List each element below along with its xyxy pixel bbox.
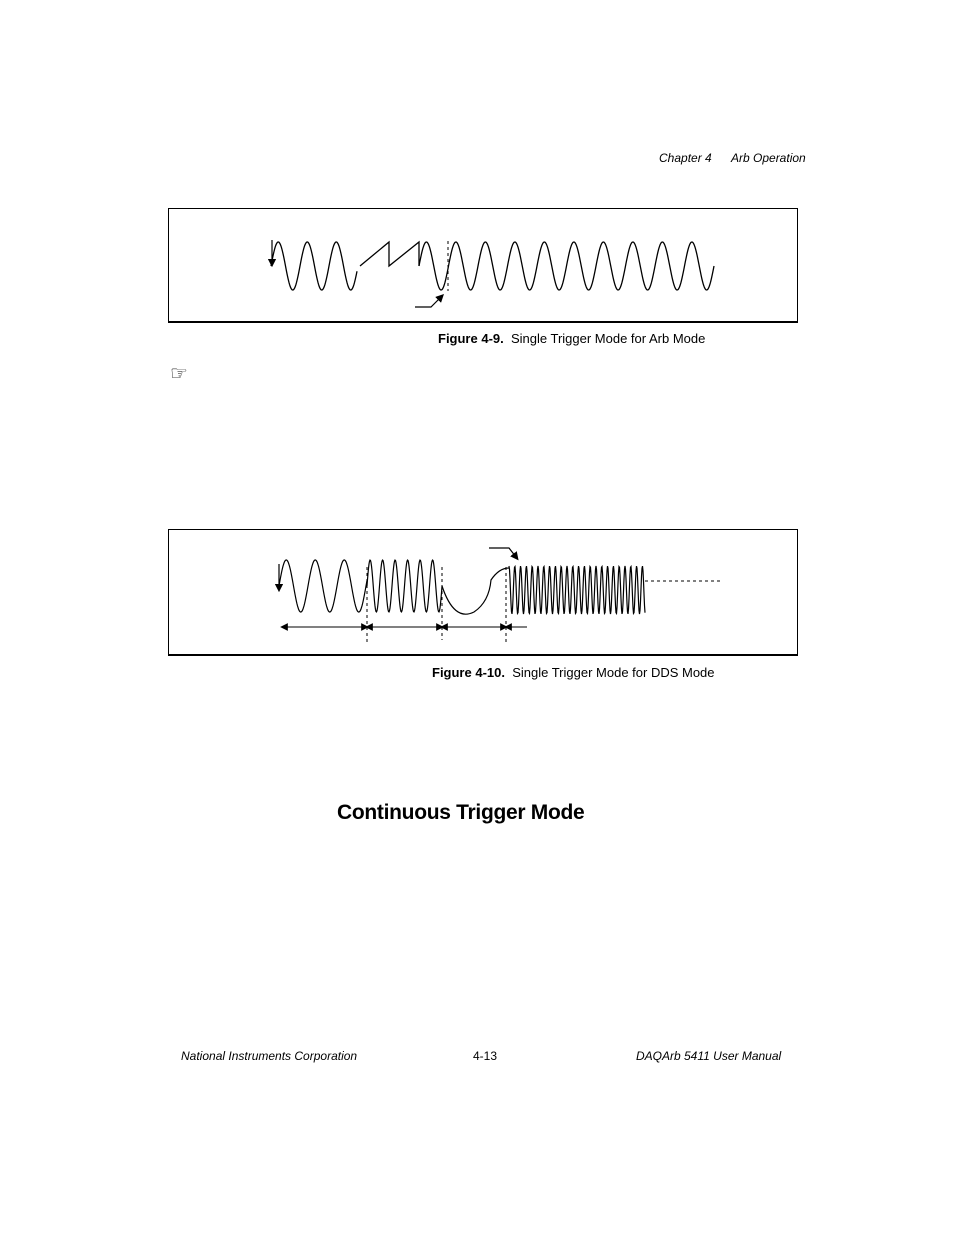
figure-number: Figure 4-10. — [432, 665, 505, 680]
footer-manual-title: DAQArb 5411 User Manual — [636, 1049, 782, 1063]
waveform-segment — [509, 566, 645, 614]
arb-waveform — [271, 242, 714, 290]
waveform-segment — [442, 568, 509, 614]
frequency-change-arrow — [489, 548, 516, 557]
trigger-event-arrow — [415, 297, 441, 307]
figure-title: Single Trigger Mode for DDS Mode — [512, 665, 715, 680]
figure-4-10-caption — [432, 665, 715, 680]
dds-waveform — [279, 560, 645, 614]
waveform-segment — [419, 242, 714, 290]
figure-4-10-diagram — [168, 529, 798, 656]
waveform-segment — [357, 242, 419, 266]
waveform-segment — [279, 560, 367, 612]
section-heading: Continuous Trigger Mode — [337, 801, 585, 824]
figure-4-9-caption — [438, 331, 705, 346]
figure-number: Figure 4-9. — [438, 331, 504, 346]
dds-mode-waveform — [169, 530, 799, 657]
figure-title: Single Trigger Mode for Arb Mode — [510, 331, 706, 346]
header-chapter: Chapter 4 — [659, 151, 712, 165]
header-section-title: Arb Operation — [731, 151, 806, 165]
note-hand-icon: ☞ — [170, 363, 188, 385]
waveform-segment — [271, 242, 357, 290]
waveform-segment — [367, 560, 442, 612]
arb-mode-waveform — [169, 209, 799, 324]
footer-page-number: 4-13 — [473, 1049, 498, 1063]
footer-company: National Instruments Corporation — [181, 1049, 358, 1063]
figure-4-9-diagram — [168, 208, 798, 323]
